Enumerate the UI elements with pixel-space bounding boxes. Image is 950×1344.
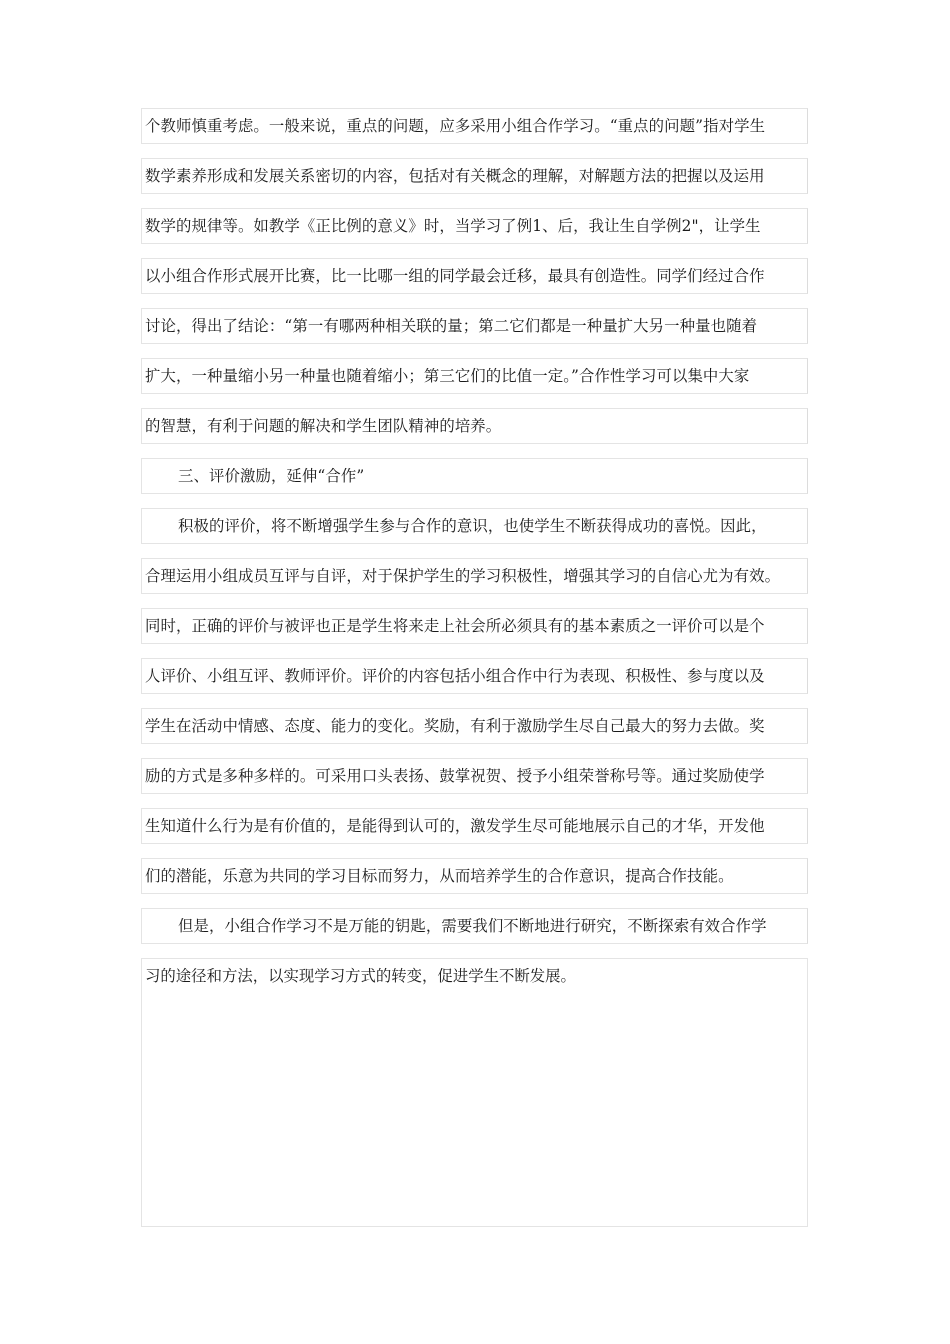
paragraph-line-1: 个教师慎重考虑。一般来说，重点的问题，应多采用小组合作学习。“重点的问题”指对学生: [141, 108, 808, 144]
paragraph-line-4: 以小组合作形式展开比赛，比一比哪一组的同学最会迁移，最具有创造性。同学们经过合作: [141, 258, 808, 294]
section-heading: 三、评价激励，延伸“合作”: [141, 458, 808, 494]
paragraph-line-10: 合理运用小组成员互评与自评，对于保护学生的学习积极性，增强其学习的自信心尤为有效。: [141, 558, 808, 594]
paragraph-line-16: 们的潜能，乐意为共同的学习目标而努力，从而培养学生的合作意识，提高合作技能。: [141, 858, 808, 894]
paragraph-line-6: 扩大，一种量缩小另一种量也随着缩小；第三它们的比值一定。”合作性学习可以集中大家: [141, 358, 808, 394]
paragraph-line-17: 但是，小组合作学习不是万能的钥匙，需要我们不断地进行研究，不断探索有效合作学: [141, 908, 808, 944]
paragraph-line-13: 学生在活动中情感、态度、能力的变化。奖励，有利于激励学生尽自己最大的努力去做。奖: [141, 708, 808, 744]
paragraph-line-15: 生知道什么行为是有价值的，是能得到认可的，激发学生尽可能地展示自己的才华，开发他: [141, 808, 808, 844]
paragraph-line-5: 讨论，得出了结论：“第一有哪两种相关联的量；第二它们都是一种量扩大另一种量也随着: [141, 308, 808, 344]
paragraph-line-18: 习的途径和方法，以实现学习方式的转变，促进学生不断发展。: [145, 967, 576, 985]
paragraph-line-9: 积极的评价，将不断增强学生参与合作的意识，也使学生不断获得成功的喜悦。因此，: [141, 508, 808, 544]
paragraph-line-11: 同时，正确的评价与被评也正是学生将来走上社会所必须具有的基本素质之一评价可以是个: [141, 608, 808, 644]
paragraph-line-3: 数学的规律等。如教学《正比例的意义》时，当学习了例1、后，我让生自学例2"，让学生: [141, 208, 808, 244]
paragraph-line-2: 数学素养形成和发展关系密切的内容，包括对有关概念的理解，对解题方法的把握以及运用: [141, 158, 808, 194]
paragraph-line-14: 励的方式是多种多样的。可采用口头表扬、鼓掌祝贺、授予小组荣誉称号等。通过奖励使学: [141, 758, 808, 794]
final-text-block: [141, 958, 808, 1227]
paragraph-line-7: 的智慧，有利于问题的解决和学生团队精神的培养。: [141, 408, 808, 444]
paragraph-line-12: 人评价、小组互评、教师评价。评价的内容包括小组合作中行为表现、积极性、参与度以及: [141, 658, 808, 694]
